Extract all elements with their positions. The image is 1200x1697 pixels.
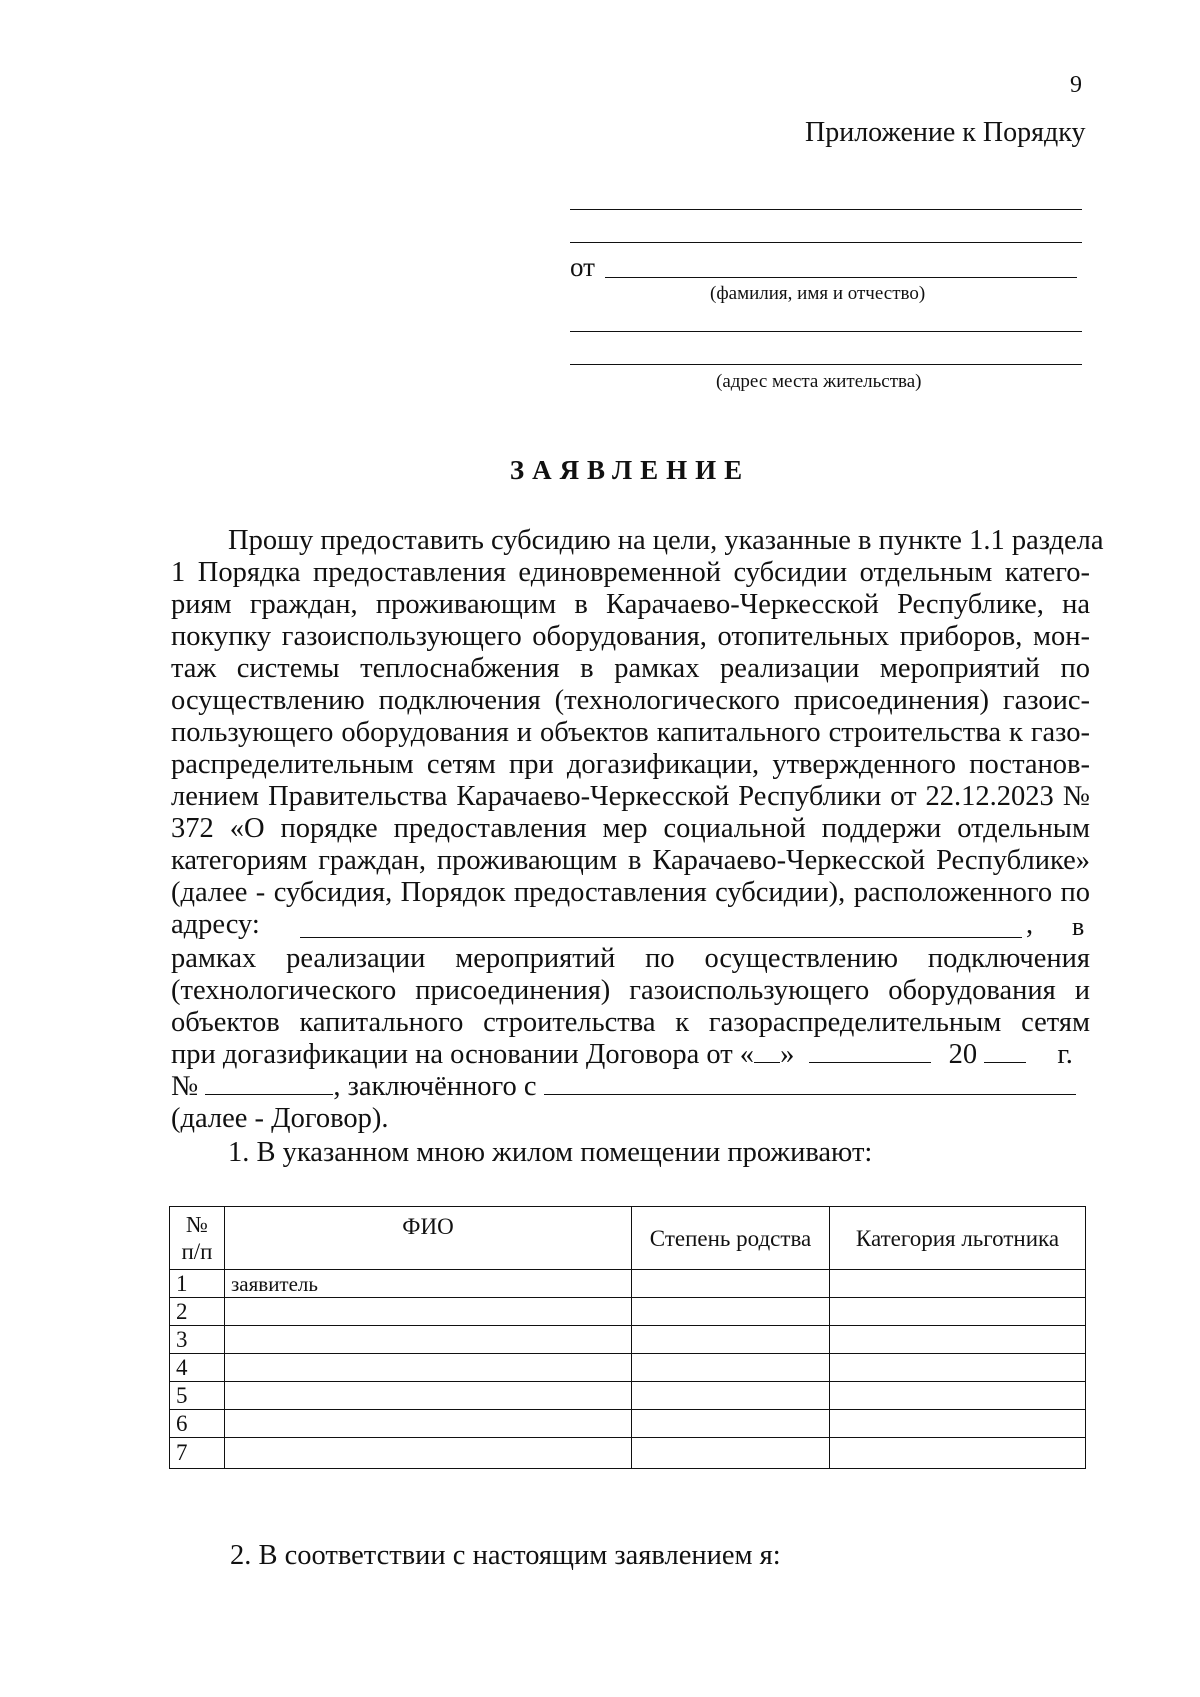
- body-line: осуществлению подключения (технологического присоединения) газоис-: [171, 685, 1090, 716]
- contract-quote-close: »: [780, 1039, 795, 1070]
- row-category[interactable]: [830, 1298, 1086, 1326]
- row-number: 6: [170, 1410, 225, 1438]
- residents-table: [169, 1206, 1086, 1469]
- row-number: 7: [170, 1438, 225, 1469]
- recipient-line-2: [570, 242, 1082, 243]
- contract-year: 20: [948, 1039, 978, 1070]
- table-row: [170, 1382, 1086, 1410]
- row-category[interactable]: [830, 1270, 1086, 1298]
- table-row: [170, 1438, 1086, 1469]
- row-relation[interactable]: [632, 1326, 830, 1354]
- body-line: объектов капитального строительства к газораспределительным сетям: [171, 1007, 1090, 1038]
- table-row: [170, 1326, 1086, 1354]
- section-1-heading: 1. В указанном мною жилом помещении проживают:: [228, 1137, 873, 1168]
- address-line-1: [570, 331, 1082, 332]
- table-row: [170, 1298, 1086, 1326]
- applicant-name-line: [605, 277, 1077, 278]
- recipient-line-1: [570, 209, 1082, 210]
- row-relation[interactable]: [632, 1354, 830, 1382]
- contract-year-blank: [984, 1040, 1026, 1063]
- number-sign: №: [171, 1071, 199, 1102]
- row-relation[interactable]: [632, 1382, 830, 1410]
- col-header-name: ФИО: [225, 1207, 632, 1270]
- contract-year-suffix: г.: [1057, 1039, 1073, 1070]
- contract-prefix: при догазификации на основании Договора от «: [171, 1039, 755, 1070]
- contract-number-line: [171, 1071, 1076, 1103]
- address-comma: ,: [1026, 909, 1034, 940]
- contract-date-line: [171, 1039, 1073, 1071]
- row-number: 2: [170, 1298, 225, 1326]
- col-header-number: № п/п: [170, 1207, 225, 1270]
- address-line-2: [570, 364, 1082, 365]
- document-title: ЗАЯВЛЕНИЕ: [509, 455, 751, 485]
- body-line: лением Правительства Карачаево-Черкесской Республики от 22.12.2023 №: [171, 781, 1090, 812]
- appendix-title: Приложение к Порядку: [805, 117, 1086, 148]
- body-line: распределительным сетям при догазификации, утвержденного постанов-: [171, 749, 1090, 780]
- section-2-heading: 2. В соответствии с настоящим заявлением я:: [230, 1540, 781, 1571]
- row-name[interactable]: заявитель: [225, 1270, 632, 1298]
- row-category[interactable]: [830, 1354, 1086, 1382]
- row-number: 5: [170, 1382, 225, 1410]
- row-name[interactable]: [225, 1354, 632, 1382]
- col-header-category: Категория льготника: [830, 1207, 1086, 1270]
- contractor-blank: [544, 1072, 1076, 1095]
- row-category[interactable]: [830, 1382, 1086, 1410]
- table-row: [170, 1410, 1086, 1438]
- name-caption: (фамилия, имя и отчество): [710, 283, 926, 304]
- row-relation[interactable]: [632, 1410, 830, 1438]
- row-category[interactable]: [830, 1410, 1086, 1438]
- row-relation[interactable]: [632, 1270, 830, 1298]
- table-row: [170, 1270, 1086, 1298]
- closing-line: (далее - Договор).: [171, 1103, 389, 1134]
- body-line: пользующего оборудования и объектов капитального строительства к газо-: [171, 717, 1090, 748]
- row-number: 1: [170, 1270, 225, 1298]
- row-relation[interactable]: [632, 1438, 830, 1469]
- page-number: 9: [1070, 72, 1082, 98]
- contract-month-blank: [809, 1040, 931, 1063]
- address-tail: в: [1072, 912, 1085, 941]
- row-relation[interactable]: [632, 1298, 830, 1326]
- body-line: (технологического присоединения) газоиспользующего оборудования и: [171, 975, 1090, 1006]
- row-name[interactable]: [225, 1410, 632, 1438]
- body-line: 372 «О порядке предоставления мер социальной поддержи отдельным: [171, 813, 1090, 844]
- address-caption: (адрес места жительства): [716, 371, 922, 392]
- body-line: Прошу предоставить субсидию на цели, указанные в пункте 1.1 раздела: [228, 525, 1104, 556]
- row-name[interactable]: [225, 1382, 632, 1410]
- table-row: [170, 1354, 1086, 1382]
- table-header-row: [170, 1207, 1086, 1270]
- concluded-with: , заключённого с: [333, 1071, 537, 1102]
- row-name[interactable]: [225, 1438, 632, 1469]
- row-number: 4: [170, 1354, 225, 1382]
- body-line: рамках реализации мероприятий по осуществлению подключения: [171, 943, 1090, 974]
- contract-day-blank: [754, 1040, 780, 1063]
- body-line: категориям граждан, проживающим в Карачаево-Черкесской Республике»: [171, 845, 1090, 876]
- address-label: адресу:: [171, 909, 260, 940]
- from-label: от: [570, 252, 595, 282]
- body-line: (далее - субсидия, Порядок предоставления субсидии), расположенного по: [171, 877, 1090, 908]
- contract-number-blank: [205, 1072, 333, 1095]
- object-address-line: [300, 937, 1022, 938]
- row-number: 3: [170, 1326, 225, 1354]
- row-category[interactable]: [830, 1438, 1086, 1469]
- body-line: таж системы теплоснабжения в рамках реализации мероприятий по: [171, 653, 1090, 684]
- row-category[interactable]: [830, 1326, 1086, 1354]
- body-line: покупку газоиспользующего оборудования, отопительных приборов, мон-: [171, 621, 1090, 652]
- body-line: 1 Порядка предоставления единовременной субсидии отдельным катего-: [171, 557, 1090, 588]
- row-name[interactable]: [225, 1326, 632, 1354]
- col-header-relation: Степень родства: [632, 1207, 830, 1270]
- row-name[interactable]: [225, 1298, 632, 1326]
- body-line: риям граждан, проживающим в Карачаево-Черкесской Республике, на: [171, 589, 1090, 620]
